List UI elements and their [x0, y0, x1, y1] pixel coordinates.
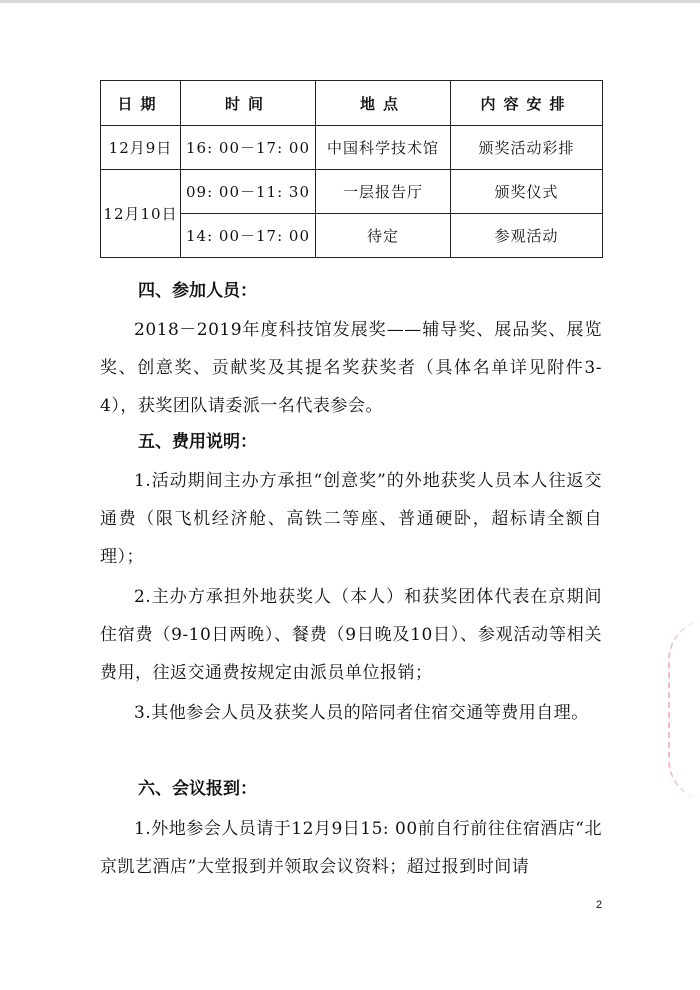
cell-time: 16: 00－17: 00 [181, 126, 316, 170]
cell-content: 参观活动 [451, 214, 603, 258]
cell-time: 09: 00－11: 30 [181, 170, 316, 214]
table-row [101, 126, 603, 170]
section-four-paragraph: 2018－2019年度科技馆发展奖——辅导奖、展品奖、展览奖、创意奖、贡献奖及其提名奖获奖者（具体名单详见附件3-4），获奖团队请委派一名代表参会。 [100, 320, 602, 416]
table-header-row [101, 81, 603, 126]
section-four-heading: 四、参加人员： [138, 281, 257, 301]
page-number: 2 [596, 899, 603, 911]
header-time: 时间 [181, 81, 316, 126]
cell-time: 14: 00－17: 00 [181, 214, 316, 258]
section-five-item-1: 1.活动期间主办方承担“创意奖”的外地获奖人员本人往返交通费（限飞机经济舱、高铁二等座、普通硬卧，超标请全额自理）； [100, 471, 602, 567]
cell-content: 颁奖活动彩排 [451, 126, 603, 170]
header-content: 内容安排 [451, 81, 603, 126]
header-date: 日期 [101, 81, 181, 126]
header-venue: 地点 [316, 81, 451, 126]
section-five-item-2: 2.主办方承担外地获奖人（本人）和获奖团体代表在京期间住宿费（9-10日两晚）、餐费（9日晚及10日）、参观活动等相关费用，往返交通费按规定由派员单位报销； [100, 587, 602, 683]
section-five-heading: 五、费用说明： [138, 432, 257, 452]
section-six-item-1: 1.外地参会人员请于12月9日15: 00前自行前往住宿酒店“北京凯艺酒店”大堂报到并领取会议资料；超过报到时间请 [100, 819, 602, 877]
table-row [101, 170, 603, 214]
schedule-table [100, 80, 603, 258]
cell-venue: 中国科学技术馆 [316, 126, 451, 170]
cell-date: 12月9日 [101, 126, 181, 170]
cell-venue: 待定 [316, 214, 451, 258]
section-six-heading: 六、会议报到： [138, 779, 257, 799]
cell-content: 颁奖仪式 [451, 170, 603, 214]
section-five-item-3: 3.其他参会人员及获奖人员的陪同者住宿交通等费用自理。 [134, 703, 589, 723]
cell-venue: 一层报告厅 [316, 170, 451, 214]
cell-date: 12月10日 [101, 170, 181, 258]
scan-top-edge [0, 0, 700, 3]
seal-stamp-fragment [668, 620, 700, 800]
